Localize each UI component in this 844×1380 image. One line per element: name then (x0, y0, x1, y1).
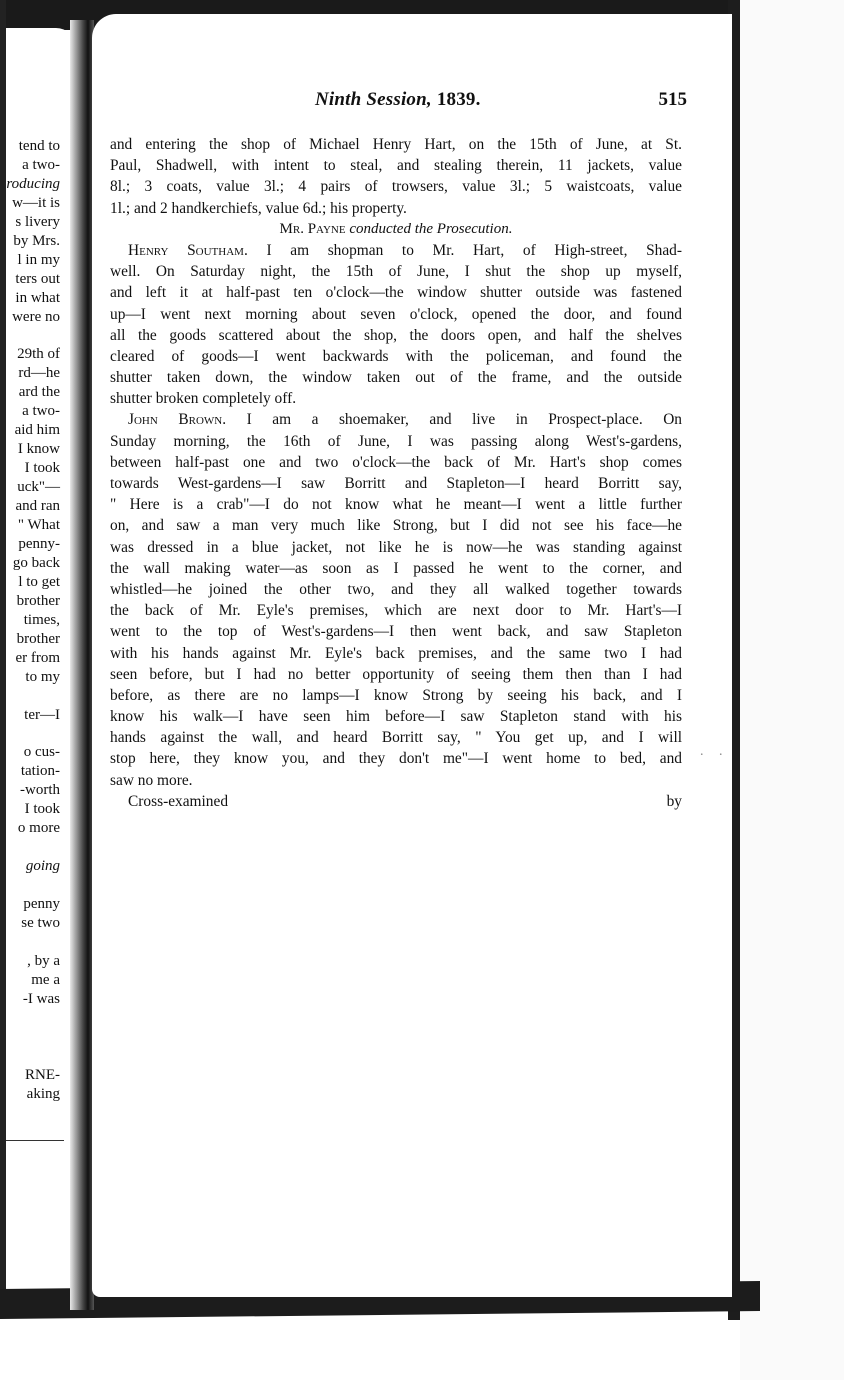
facing-page-line: penny- (18, 535, 60, 552)
facing-page-line: times, (23, 611, 60, 628)
text-run: and left it at half-past ten o'clock—the window shutter outside was fastened (110, 284, 682, 302)
text-line (110, 346, 682, 367)
facing-page-line: rd—he (18, 365, 60, 382)
prosecution-line (110, 219, 682, 240)
facing-page-line: er from (15, 649, 60, 666)
facing-page-line: go back (12, 554, 60, 571)
text-run: went to the top of West's-gardens—I then went back, and saw Stapleton (110, 623, 682, 641)
facing-page-line: I took (24, 801, 60, 818)
text-run: was dressed in a blue jacket, not like he is now—he was standing against (110, 538, 682, 556)
facing-page-line: brother (16, 592, 60, 609)
text-line (110, 198, 682, 219)
text-run: saw no more. (110, 771, 193, 789)
text-line (110, 558, 682, 579)
text-run: stop here, they know you, and they don't me"—I went home to bed, and (110, 750, 682, 768)
facing-page-line: ter—I (24, 706, 60, 723)
facing-page-line: and ran (15, 498, 60, 515)
facing-page-line: in what (15, 289, 60, 306)
text-run: conducted the Prosecution. (345, 220, 513, 237)
text-line (110, 388, 682, 409)
counsel-name: Mr. Payne (279, 220, 346, 237)
text-line (110, 600, 682, 621)
facing-page-line: by Mrs. (13, 232, 60, 249)
text-line (110, 409, 682, 430)
facing-page-line: ters out (15, 270, 60, 287)
facing-page-line: s livery (15, 213, 60, 230)
text-run: Sunday morning, the 16th of June, I was passing along West's-gardens, (110, 432, 682, 450)
text-run: between half-past one and two o'clock—the back of Mr. Hart's shop comes (110, 453, 682, 471)
session-title: Ninth Session, 1839. (315, 89, 481, 110)
text-line (110, 706, 682, 727)
facing-page-line: going (25, 858, 60, 875)
text-run: well. On Saturday night, the 15th of June, I shut the shop up myself, (110, 263, 682, 281)
text-line (110, 579, 682, 600)
text-line (110, 176, 682, 197)
witness-name: John Brown. (128, 411, 227, 429)
facing-page-line: tation- (20, 763, 60, 780)
facing-page-line: l in my (17, 251, 60, 268)
text-line (110, 134, 682, 155)
facing-page-line: brother (16, 630, 60, 647)
margin-dots: . . (700, 744, 729, 759)
text-run: shutter broken completely off. (110, 390, 297, 408)
text-line (110, 748, 682, 769)
facing-page-line: " What (17, 517, 60, 533)
text-run: with his hands against Mr. Eyle's back premises, and the same two I had (110, 644, 682, 662)
text-line (110, 452, 682, 473)
text-line (110, 791, 682, 812)
text-line (110, 304, 682, 325)
facing-page-line: were no (12, 308, 60, 325)
facing-page-line: o cus- (23, 744, 60, 761)
text-run: I am shopman to Mr. Hart, of High-street, Shad- (247, 241, 682, 259)
text-run: the wall making water—as soon as I passed he went to the corner, and (110, 559, 682, 577)
text-line (110, 664, 682, 685)
scan-background-right (740, 0, 844, 1380)
text-run: all the goods scattered about the shop, the doors open, and half the shelves (110, 326, 682, 344)
text-run: " Here is a crab"—I do not know what he meant—I went a little further (110, 496, 682, 514)
text-line (110, 537, 682, 558)
text-run: whistled—he joined the other two, and they all walked together towards (110, 580, 682, 598)
page-body (110, 134, 682, 812)
text-line (110, 325, 682, 346)
facing-page-line: o more (17, 820, 60, 837)
witness-name: Henry Southam. (128, 241, 248, 259)
text-run: I am a shoemaker, and live in Prospect-place. On (226, 411, 683, 429)
text-line (110, 261, 682, 282)
cross-examined-label: Cross-examined by (128, 792, 682, 810)
text-run: towards West-gardens—I saw Borritt and Stapleton—I heard Borritt say, (110, 475, 682, 492)
facing-page-line: -worth (20, 782, 60, 799)
text-run: the back of Mr. Eyle's premises, which are next door to Mr. Hart's—I (110, 602, 682, 620)
facing-page-rule (6, 1140, 64, 1141)
running-header (315, 89, 687, 111)
facing-page-line: se two (21, 914, 60, 931)
text-run: on, and saw a man very much like Strong, but I did not see his face—he (110, 517, 682, 535)
facing-page-line: I took (24, 460, 60, 477)
facing-page-line: tend to (18, 138, 60, 154)
facing-page-line: -I was (22, 990, 60, 1007)
text-line (110, 473, 682, 494)
facing-page-line: I know (17, 441, 60, 458)
text-line (110, 155, 682, 176)
text-line (110, 643, 682, 664)
text-run: Paul, Shadwell, with intent to steal, and stealing therein, 11 jackets, value (110, 157, 682, 175)
text-line (110, 770, 682, 791)
facing-page-line: 29th of (17, 346, 60, 363)
text-run: up—I went next morning about seven o'clock, opened the door, and found (110, 305, 682, 323)
text-run: hands against the wall, and heard Borritt say, " You get up, and I will (110, 729, 682, 747)
text-line (110, 282, 682, 303)
facing-page-line: me a (31, 971, 60, 988)
text-run: cleared of goods—I went backwards with the policeman, and found the (110, 347, 682, 365)
text-run: 8l.; 3 coats, value 3l.; 4 pairs of trowsers, value 3l.; 5 waistcoats, value (110, 178, 682, 196)
facing-page-line: ard the (18, 384, 60, 401)
text-line (110, 685, 682, 706)
text-line (110, 621, 682, 642)
text-run: seen before, but I had no better opportunity of seeing them then than I had (110, 665, 682, 683)
text-line (110, 494, 682, 515)
facing-page-line: uck"— (17, 479, 60, 496)
text-line (110, 727, 682, 748)
facing-page-line: aid him (14, 422, 60, 439)
text-line (110, 515, 682, 536)
text-run: before, as there are no lamps—I know Strong by seeing his back, and I (110, 686, 682, 704)
text-run: shutter taken down, the window taken out of the frame, and the outside (110, 369, 682, 387)
facing-page-line: RNE- (25, 1066, 60, 1083)
text-run: 1l.; and 2 handkerchiefs, value 6d.; his property. (110, 199, 407, 217)
page-number: 515 (658, 89, 687, 110)
facing-page-line: roducing (6, 175, 60, 192)
facing-page-line: w—it is (12, 194, 60, 211)
text-line (110, 240, 682, 261)
facing-page-line: a two- (22, 403, 60, 420)
facing-page-line: l to get (18, 573, 60, 590)
text-line (110, 367, 682, 388)
facing-page-line: , by a (27, 952, 60, 969)
text-run: and entering the shop of Michael Henry Hart, on the 15th of June, at St. (110, 136, 682, 153)
facing-page-line: a two- (22, 156, 60, 173)
facing-page-line: to my (25, 668, 60, 685)
facing-page-line: aking (26, 1085, 60, 1102)
text-run: know his walk—I have seen him before—I saw Stapleton stand with his (110, 708, 682, 726)
book-gutter (70, 20, 94, 1310)
facing-page-fragment (6, 28, 76, 1288)
text-line (110, 431, 682, 452)
facing-page-line: penny (23, 896, 60, 912)
